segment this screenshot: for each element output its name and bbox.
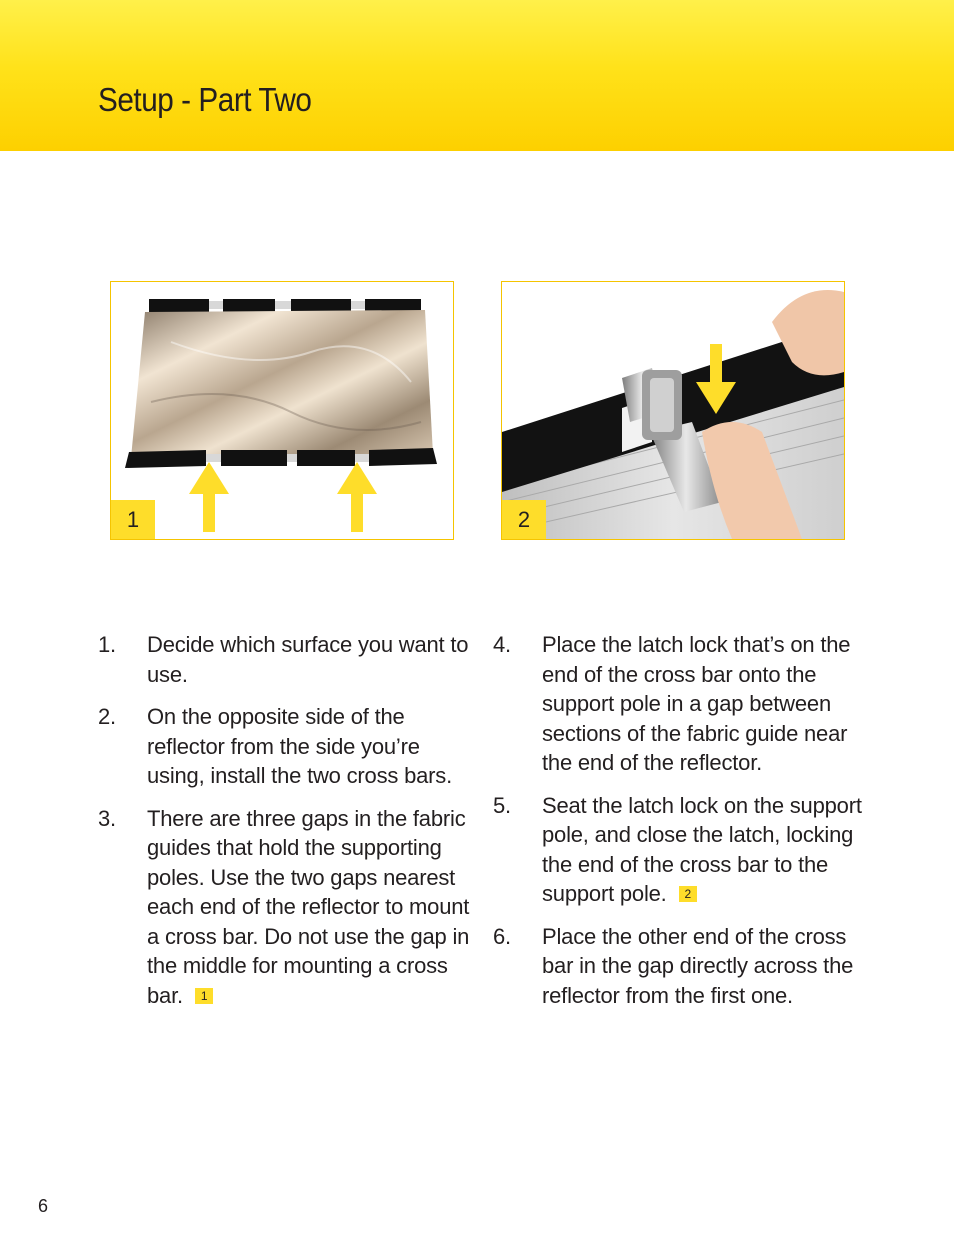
step-text: There are three gaps in the fabric guides that hold the supporting poles. Use the two gaps nearest each end of the reflector to mount a cross bar. Do not use the gap in the middle for mounting a cross bar. [147,805,470,1008]
step-text: Place the latch lock that’s on the end of the cross bar onto the support pole in a gap between sections of the fabric guide near the end of the reflector. [542,632,851,775]
header-band [0,0,954,151]
list-item [98,702,470,791]
step-number: 1. [98,632,116,657]
step-number: 5. [493,792,511,818]
list-item [493,922,865,1011]
page-number: 6 [38,1196,49,1216]
step-text: Seat the latch lock on the support pole, and close the latch, locking the end of the cross bar to the support pole. [542,792,862,906]
figure-reference-tag: 1 [195,988,213,1004]
figure-number-badge: 2 [502,500,546,539]
figure-reference-tag: 2 [679,886,697,902]
figure-2 [501,281,845,540]
step-number: 6. [493,923,511,949]
list-item [98,630,470,689]
step-number: 4. [493,632,511,657]
reflector-flat-illustration [111,282,453,539]
figure-number-badge: 1 [111,500,155,539]
step-text: On the opposite side of the reflector from the side you’re using, install the two cross bars. [147,704,453,788]
step-number: 3. [98,805,116,831]
list-item [493,630,865,778]
step-text: Decide which surface you want to use. [147,632,469,687]
page-title: Setup - Part Two [98,81,312,118]
steps-list-right [493,630,865,1023]
arrow-up-icon [189,462,377,532]
step-text: Place the other end of the cross bar in the gap directly across the reflector from the first one. [542,923,854,1008]
step-number: 2. [98,704,116,729]
list-item [493,791,865,909]
latch-lock-photo-illustration [502,282,844,539]
steps-list-left [98,630,470,1023]
list-item [98,804,470,1011]
figure-1 [110,281,454,540]
